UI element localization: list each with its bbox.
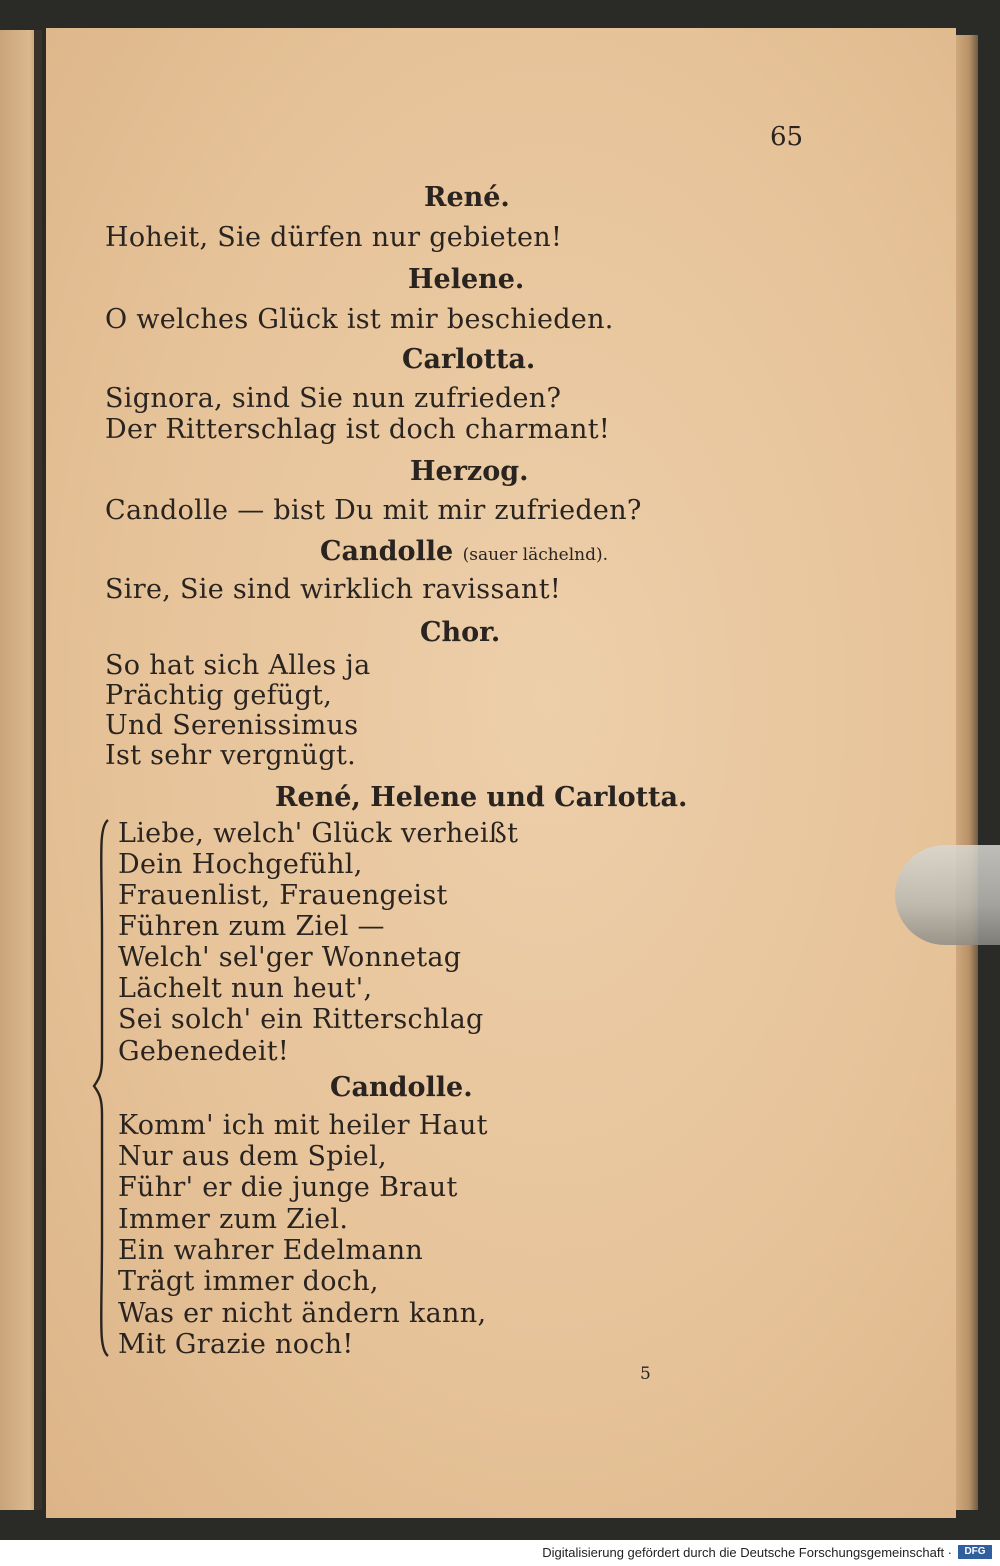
speaker-candolle (320, 536, 608, 567)
funding-note: Digitalisierung gefördert durch die Deutsche Forschungsgemeinschaft · (542, 1545, 952, 1560)
verse-line: Gebenedeit! (118, 1036, 290, 1067)
verse-line: Trägt immer doch, (118, 1266, 379, 1297)
verse-line: Mit Grazie noch! (118, 1329, 354, 1360)
speaker-candolle-2: Candolle. (330, 1072, 473, 1103)
verse-line: Immer zum Ziel. (118, 1204, 349, 1235)
verse-line: Prächtig gefügt, (105, 680, 333, 711)
verse-line: O welches Glück ist mir beschieden. (105, 304, 614, 335)
verse-line: Hoheit, Sie dürfen nur gebieten! (105, 222, 563, 253)
verse-line: Der Ritterschlag ist doch charmant! (105, 414, 610, 445)
dfg-logo: DFG (958, 1545, 992, 1559)
speaker-carlotta: Carlotta. (402, 344, 536, 375)
book-spine (34, 30, 42, 1510)
verse-line: Signora, sind Sie nun zufrieden? (105, 383, 562, 414)
verse-line: Ein wahrer Edelmann (118, 1235, 424, 1266)
page-stack-edge (956, 35, 978, 1510)
verse-line: Führen zum Ziel — (118, 911, 385, 942)
verse-line: Komm' ich mit heiler Haut (118, 1110, 488, 1141)
verse-line: Nur aus dem Spiel, (118, 1141, 387, 1172)
stage-direction: (sauer lächelnd). (462, 545, 609, 565)
verse-line: Frauenlist, Frauengeist (118, 880, 448, 911)
speaker-trio: René, Helene und Carlotta. (275, 782, 688, 813)
speaker-chor: Chor. (420, 617, 501, 648)
verse-line: Liebe, welch' Glück verheißt (118, 818, 519, 849)
verse-line: Dein Hochgefühl, (118, 849, 363, 880)
verse-line: Was er nicht ändern kann, (118, 1298, 487, 1329)
speaker-herzog: Herzog. (410, 456, 529, 487)
verse-line: Ist sehr vergnügt. (105, 740, 356, 771)
page-clip (895, 845, 1000, 945)
speaker-name: Candolle (320, 536, 454, 567)
verse-line: Welch' sel'ger Wonnetag (118, 942, 462, 973)
verse-line: Und Serenissimus (105, 710, 359, 741)
page-number: 65 (770, 122, 804, 152)
signature-mark: 5 (640, 1364, 651, 1384)
verse-line: Führ' er die junge Braut (118, 1172, 458, 1203)
verse-line: So hat sich Alles ja (105, 650, 371, 681)
speaker-helene: Helene. (408, 264, 525, 295)
verse-line: Lächelt nun heut', (118, 973, 373, 1004)
curly-brace (92, 818, 112, 1358)
verse-line: Sire, Sie sind wirklich ravissant! (105, 574, 561, 605)
speaker-rene: René. (424, 182, 510, 213)
verse-line: Candolle — bist Du mit mir zufrieden? (105, 495, 642, 526)
verse-line: Sei solch' ein Ritterschlag (118, 1004, 484, 1035)
